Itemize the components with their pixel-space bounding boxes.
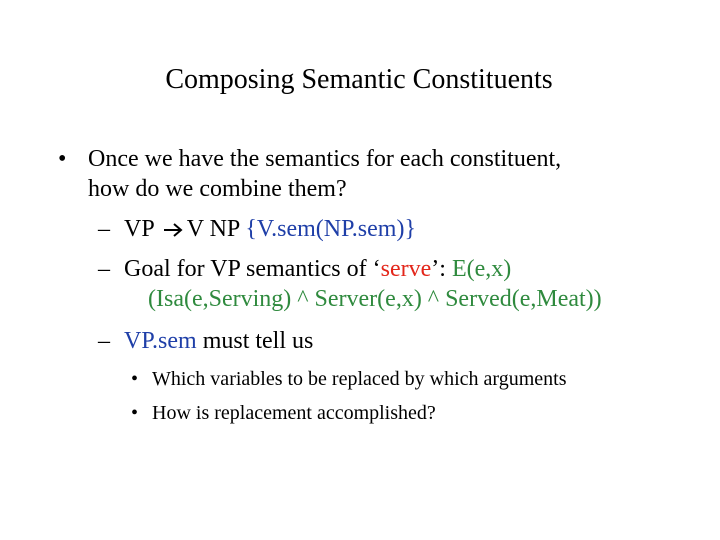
sub-bullet-icon: • <box>131 368 139 390</box>
goal-prefix: Goal for VP semantics of ‘ <box>124 256 381 282</box>
sub-bullet-icon: • <box>131 402 139 424</box>
dash-icon: – <box>98 256 110 282</box>
bullet-text-line-2: how do we combine them? <box>88 176 347 202</box>
bullet-text-line-1: Once we have the semantics for each constituent, <box>88 146 562 172</box>
vp-sem-term: VP.sem <box>124 328 197 354</box>
sub-bullet-text: How is replacement accomplished? <box>152 402 436 424</box>
rule-lhs: VP <box>124 216 155 242</box>
right-arrow-icon <box>163 215 185 245</box>
rule-semantics: {V.sem(NP.sem)} <box>245 216 416 242</box>
dash-icon: – <box>98 216 110 242</box>
vp-sem-line <box>124 326 313 356</box>
slide-title: Composing Semantic Constituents <box>165 64 553 95</box>
goal-formula-start: E(e,x) <box>451 256 512 282</box>
goal-suffix: ’: <box>431 256 452 282</box>
vp-sem-rest: must tell us <box>196 328 314 354</box>
dash-icon: – <box>98 328 110 354</box>
goal-line-1 <box>124 254 511 284</box>
bullet-icon: • <box>58 146 67 172</box>
grammar-rule <box>124 214 416 245</box>
goal-word: serve <box>380 256 432 282</box>
rule-rhs: V NP <box>186 216 240 242</box>
sub-bullet-text: Which variables to be replaced by which arguments <box>152 368 567 390</box>
goal-formula-continuation: (Isa(e,Serving) ^ Server(e,x) ^ Served(e,Meat)) <box>148 286 602 312</box>
